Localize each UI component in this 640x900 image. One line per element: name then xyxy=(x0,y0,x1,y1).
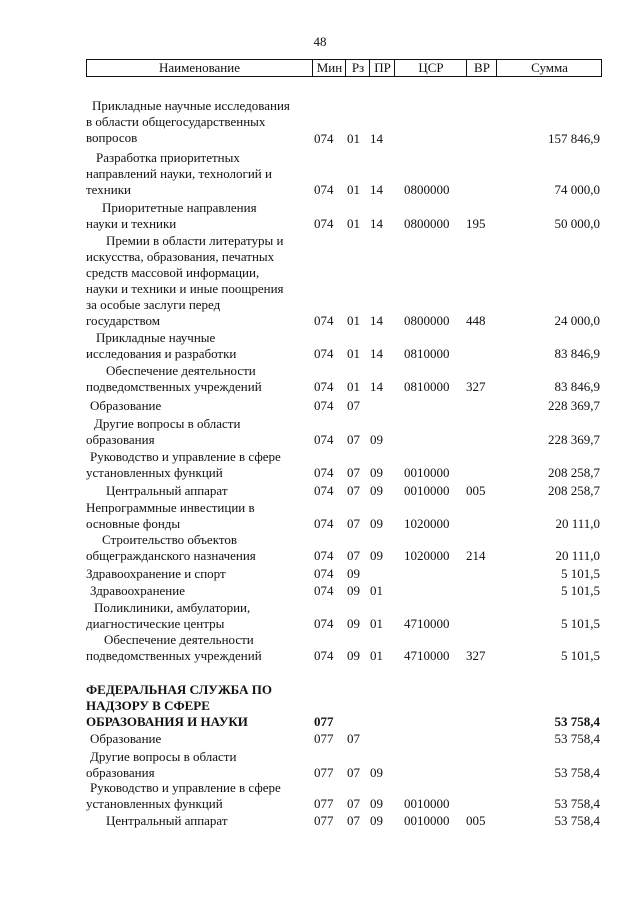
row-min: 074 xyxy=(314,346,334,361)
row-pr: 09 xyxy=(370,465,383,480)
row-min: 077 xyxy=(314,731,334,746)
row-name: Руководство и управление в сфере установленных функций xyxy=(86,449,281,480)
row-csr: 0010000 xyxy=(404,483,450,498)
row-sum: 50 000,0 xyxy=(554,216,600,231)
row-rz: 07 xyxy=(347,465,360,480)
row-sum: 53 758,4 xyxy=(554,813,600,828)
row-min: 074 xyxy=(314,465,334,480)
row-rz: 01 xyxy=(347,346,360,361)
row-pr: 14 xyxy=(370,216,383,231)
row-csr: 4710000 xyxy=(404,616,450,631)
row-rz: 09 xyxy=(347,566,360,581)
row-rz: 07 xyxy=(347,483,360,498)
row-sum: 74 000,0 xyxy=(554,182,600,197)
row-pr: 14 xyxy=(370,182,383,197)
row-min: 074 xyxy=(314,483,334,498)
row-sum: 53 758,4 xyxy=(554,796,600,811)
row-pr: 14 xyxy=(370,313,383,328)
row-csr: 1020000 xyxy=(404,548,450,563)
row-sum: 228 369,7 xyxy=(548,398,600,413)
row-pr: 01 xyxy=(370,616,383,631)
row-vr: 005 xyxy=(466,483,486,498)
row-name: Руководство и управление в сфере установленных функций xyxy=(86,780,281,811)
row-sum: 228 369,7 xyxy=(548,432,600,447)
row-csr: 0010000 xyxy=(404,465,450,480)
row-rz: 07 xyxy=(347,516,360,531)
row-pr: 09 xyxy=(370,548,383,563)
row-min: 074 xyxy=(314,566,334,581)
row-csr: 4710000 xyxy=(404,648,450,663)
row-rz: 07 xyxy=(347,548,360,563)
row-name: Центральный аппарат xyxy=(106,813,228,828)
row-pr: 14 xyxy=(370,379,383,394)
row-min: 074 xyxy=(314,548,334,563)
row-csr: 0810000 xyxy=(404,346,450,361)
row-vr: 005 xyxy=(466,813,486,828)
row-name: Премии в области литературы и искусства, образования, печатных средств массовой информации, науки и техники и иные поощрения за особые заслуги перед государством xyxy=(86,233,284,328)
row-sum: 5 101,5 xyxy=(561,616,600,631)
row-vr: 195 xyxy=(466,216,486,231)
row-min: 074 xyxy=(314,131,334,146)
row-sum: 83 846,9 xyxy=(554,346,600,361)
row-csr: 1020000 xyxy=(404,516,450,531)
row-name: Строительство объектов общегражданского назначения xyxy=(86,532,256,563)
row-min: 077 xyxy=(314,765,334,780)
row-min: 074 xyxy=(314,398,334,413)
row-rz: 07 xyxy=(347,765,360,780)
row-name: Другие вопросы в области образования xyxy=(86,749,237,780)
row-name: Прикладные научные исследования и разработки xyxy=(86,330,237,361)
row-min: 074 xyxy=(314,432,334,447)
row-min: 074 xyxy=(314,648,334,663)
row-sum: 53 758,4 xyxy=(554,731,600,746)
row-sum: 83 846,9 xyxy=(554,379,600,394)
row-csr: 0800000 xyxy=(404,182,450,197)
row-name: ФЕДЕРАЛЬНАЯ СЛУЖБА ПО НАДЗОРУ В СФЕРЕ ОБРАЗОВАНИЯ И НАУКИ xyxy=(86,682,272,729)
row-rz: 01 xyxy=(347,313,360,328)
row-min: 074 xyxy=(314,516,334,531)
table-header xyxy=(86,59,602,77)
row-name: Образование xyxy=(90,398,162,413)
row-name: Непрограммные инвестиции в основные фонды xyxy=(86,500,255,531)
row-sum: 53 758,4 xyxy=(554,765,600,780)
header-rz: Рз xyxy=(345,60,370,76)
row-rz: 01 xyxy=(347,182,360,197)
row-name: Поликлиники, амбулатории, диагностические центры xyxy=(86,600,251,631)
row-sum: 20 111,0 xyxy=(555,516,600,531)
row-sum: 5 101,5 xyxy=(561,583,600,598)
row-rz: 07 xyxy=(347,813,360,828)
row-rz: 09 xyxy=(347,648,360,663)
row-pr: 09 xyxy=(370,516,383,531)
row-csr: 0010000 xyxy=(404,813,450,828)
row-sum: 20 111,0 xyxy=(555,548,600,563)
row-name: Обеспечение деятельности подведомственных учреждений xyxy=(86,632,262,663)
row-sum: 157 846,9 xyxy=(548,131,600,146)
header-sum: Сумма xyxy=(496,60,602,76)
row-rz: 01 xyxy=(347,379,360,394)
row-sum: 208 258,7 xyxy=(548,465,600,480)
row-pr: 09 xyxy=(370,432,383,447)
row-pr: 09 xyxy=(370,813,383,828)
row-name: Разработка приоритетных направлений науки, технологий и техники xyxy=(86,150,272,197)
row-pr: 09 xyxy=(370,796,383,811)
row-pr: 01 xyxy=(370,648,383,663)
header-vr: ВР xyxy=(466,60,497,76)
row-pr: 09 xyxy=(370,483,383,498)
header-min: Мин xyxy=(312,60,346,76)
row-rz: 01 xyxy=(347,131,360,146)
row-vr: 448 xyxy=(466,313,486,328)
row-sum: 5 101,5 xyxy=(561,648,600,663)
row-sum: 208 258,7 xyxy=(548,483,600,498)
row-min: 077 xyxy=(314,796,334,811)
row-sum: 5 101,5 xyxy=(561,566,600,581)
row-csr: 0810000 xyxy=(404,379,450,394)
row-sum: 24 000,0 xyxy=(554,313,600,328)
row-rz: 01 xyxy=(347,216,360,231)
row-pr: 01 xyxy=(370,583,383,598)
row-pr: 14 xyxy=(370,346,383,361)
row-min: 074 xyxy=(314,616,334,631)
row-pr: 09 xyxy=(370,765,383,780)
row-min: 074 xyxy=(314,313,334,328)
row-rz: 07 xyxy=(347,398,360,413)
row-vr: 214 xyxy=(466,548,486,563)
header-pr: ПР xyxy=(369,60,395,76)
row-name: Другие вопросы в области образования xyxy=(86,416,241,447)
header-name: Наименование xyxy=(159,60,240,75)
row-min: 077 xyxy=(314,714,334,729)
row-name: Здравоохранение xyxy=(90,583,185,598)
page-number: 48 xyxy=(313,34,327,49)
row-name: Центральный аппарат xyxy=(106,483,228,498)
row-vr: 327 xyxy=(466,379,486,394)
row-rz: 07 xyxy=(347,432,360,447)
row-rz: 07 xyxy=(347,731,360,746)
row-name: Здравоохранение и спорт xyxy=(86,566,226,581)
row-min: 074 xyxy=(314,182,334,197)
row-min: 074 xyxy=(314,583,334,598)
row-name: Обеспечение деятельности подведомственных учреждений xyxy=(86,363,262,394)
row-rz: 09 xyxy=(347,616,360,631)
row-name: Прикладные научные исследования в области общегосударственных вопросов xyxy=(86,98,290,145)
row-csr: 0010000 xyxy=(404,796,450,811)
row-name: Образование xyxy=(90,731,162,746)
row-csr: 0800000 xyxy=(404,216,450,231)
row-sum: 53 758,4 xyxy=(554,714,600,729)
header-csr: ЦСР xyxy=(394,60,467,76)
row-min: 077 xyxy=(314,813,334,828)
row-min: 074 xyxy=(314,216,334,231)
row-csr: 0800000 xyxy=(404,313,450,328)
row-name: Приоритетные направления науки и техники xyxy=(86,200,257,231)
row-rz: 07 xyxy=(347,796,360,811)
row-pr: 14 xyxy=(370,131,383,146)
row-min: 074 xyxy=(314,379,334,394)
row-rz: 09 xyxy=(347,583,360,598)
row-vr: 327 xyxy=(466,648,486,663)
